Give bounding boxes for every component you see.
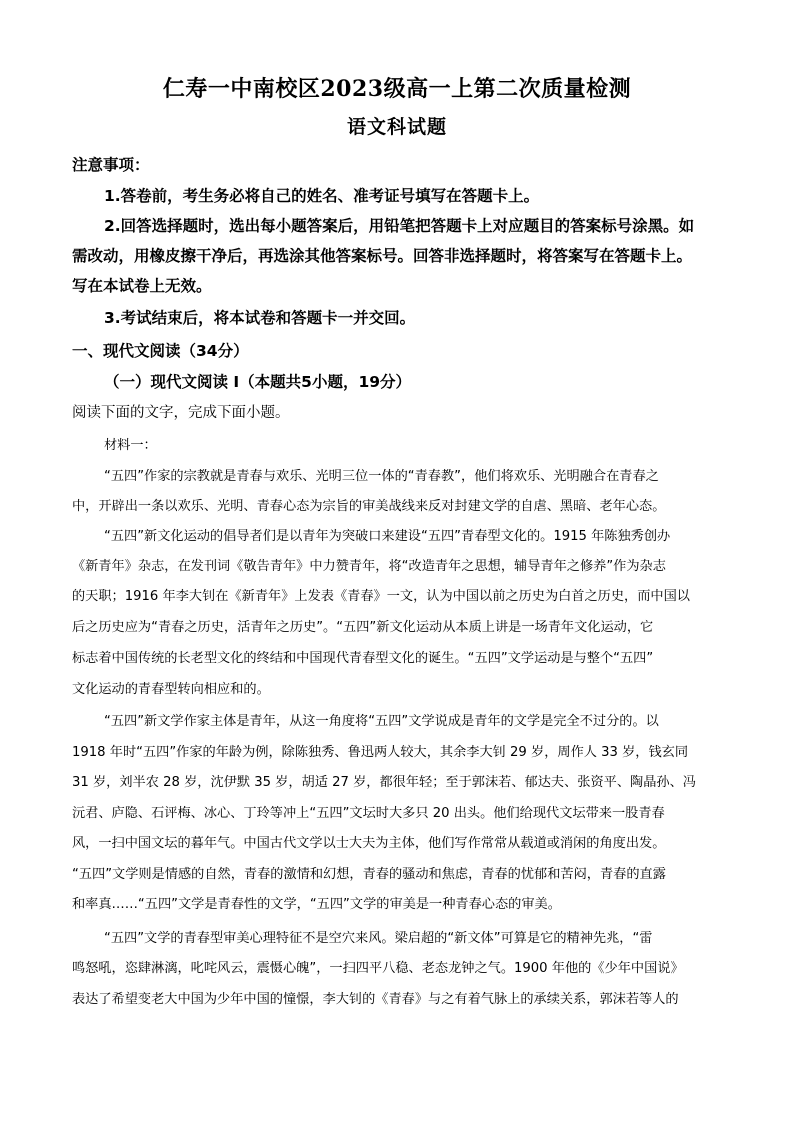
body-line: 中，开辟出一条以欢乐、光明、青春心态为宗旨的审美战线来反对封建文学的自虐、黑暗、老年心态。 bbox=[72, 499, 666, 514]
body-line: “五四”新文学作家主体是青年，从这一角度将“五四”文学说成是青年的文学是完全不过分的。以 bbox=[104, 714, 659, 729]
notice-item: 1.答卷前，考生务必将自己的姓名、准考证号填写在答题卡上。 bbox=[104, 187, 540, 205]
body-line: 沅君、庐隐、石评梅、冰心、丁玲等冲上“五四”文坛时大多只 20 出头。他们给现代文坛带来一股青春 bbox=[72, 806, 665, 821]
body-line: “五四”文学的青春型审美心理特征不是空穴来风。梁启超的“新文体”可算是它的精神先兆，“雷 bbox=[104, 931, 653, 946]
body-line: 风，一扫中国文坛的暮年气。中国古代文学以士大夫为主体，他们写作常常从载道或消闲的角度出发。 bbox=[72, 836, 666, 851]
section-heading: 一、现代文阅读（34分） bbox=[72, 342, 249, 360]
exam-title: 仁寿一中南校区2023级高一上第二次质量检测 bbox=[162, 76, 632, 102]
body-line: “五四”新文化运动的倡导者们是以青年为突破口来建设“五四”青春型文化的。1915 年陈独秀创办 bbox=[104, 529, 671, 544]
body-line: 《新青年》杂志，在发刊词《敬告青年》中力赞青年，将“改造青年之思想，辅导青年之修养”作为杂志 bbox=[72, 559, 666, 574]
notice-item: 写在本试卷上无效。 bbox=[72, 277, 212, 295]
notice-heading: 注意事项： bbox=[72, 156, 150, 174]
body-line: 1918 年时“五四”作家的年龄为例，除陈独秀、鲁迅两人较大，其余李大钊 29 岁，周作人 33 岁，钱玄同 bbox=[72, 745, 689, 760]
body-line: “五四”文学则是情感的自然，青春的激情和幻想，青春的骚动和焦虑，青春的忧郁和苦闷，青春的直露 bbox=[72, 867, 666, 882]
body-line: 表达了希望变老大中国为少年中国的憧憬，李大钊的《青春》与之有着气脉上的承续关系，郭沫若等人的 bbox=[72, 992, 679, 1007]
subsection-heading: （一）现代文阅读 I（本题共5小题，19分） bbox=[104, 373, 412, 391]
body-line: 文化运动的青春型转向相应和的。 bbox=[72, 682, 270, 697]
body-line: “五四”作家的宗教就是青春与欢乐、光明三位一体的“青春教”，他们将欢乐、光明融合在青春之 bbox=[104, 469, 659, 484]
reading-instruction: 阅读下面的文字，完成下面小题。 bbox=[72, 405, 290, 421]
notice-item: 3.考试结束后，将本试卷和答题卡一并交回。 bbox=[104, 309, 416, 327]
notice-item: 2.回答选择题时，选出每小题答案后，用铅笔把答题卡上对应题目的答案标号涂黑。如 bbox=[104, 217, 695, 235]
body-line: 鸣怒吼，恣肆淋漓，叱咤风云，震慑心魄”，一扫四平八稳、老态龙钟之气。1900 年他的《少年中国说》 bbox=[72, 961, 684, 976]
exam-subtitle: 语文科试题 bbox=[346, 116, 447, 138]
body-line: 标志着中国传统的长老型文化的终结和中国现代青春型文化的诞生。“五四”文学运动是与整个“五四” bbox=[72, 651, 654, 666]
material-label: 材料一： bbox=[104, 438, 157, 453]
body-line: 31 岁，刘半农 28 岁，沈伊默 35 岁，胡适 27 岁，都很年轻；至于郭沫若、郁达夫、张资平、陶晶孙、冯 bbox=[72, 775, 696, 790]
body-line: 和率真……“五四”文学是青春性的文学，“五四”文学的审美是一种青春心态的审美。 bbox=[72, 897, 561, 912]
body-line: 的天职；1916 年李大钊在《新青年》上发表《青春》一文，认为中国以前之历史为白首之历史，而中国以 bbox=[72, 589, 690, 604]
notice-item: 需改动，用橡皮擦干净后，再选涂其他答案标号。回答非选择题时，将答案写在答题卡上。 bbox=[72, 247, 693, 265]
body-line: 后之历史应为“青春之历史，活青年之历史”。“五四”新文化运动从本质上讲是一场青年文化运动，它 bbox=[72, 620, 654, 635]
